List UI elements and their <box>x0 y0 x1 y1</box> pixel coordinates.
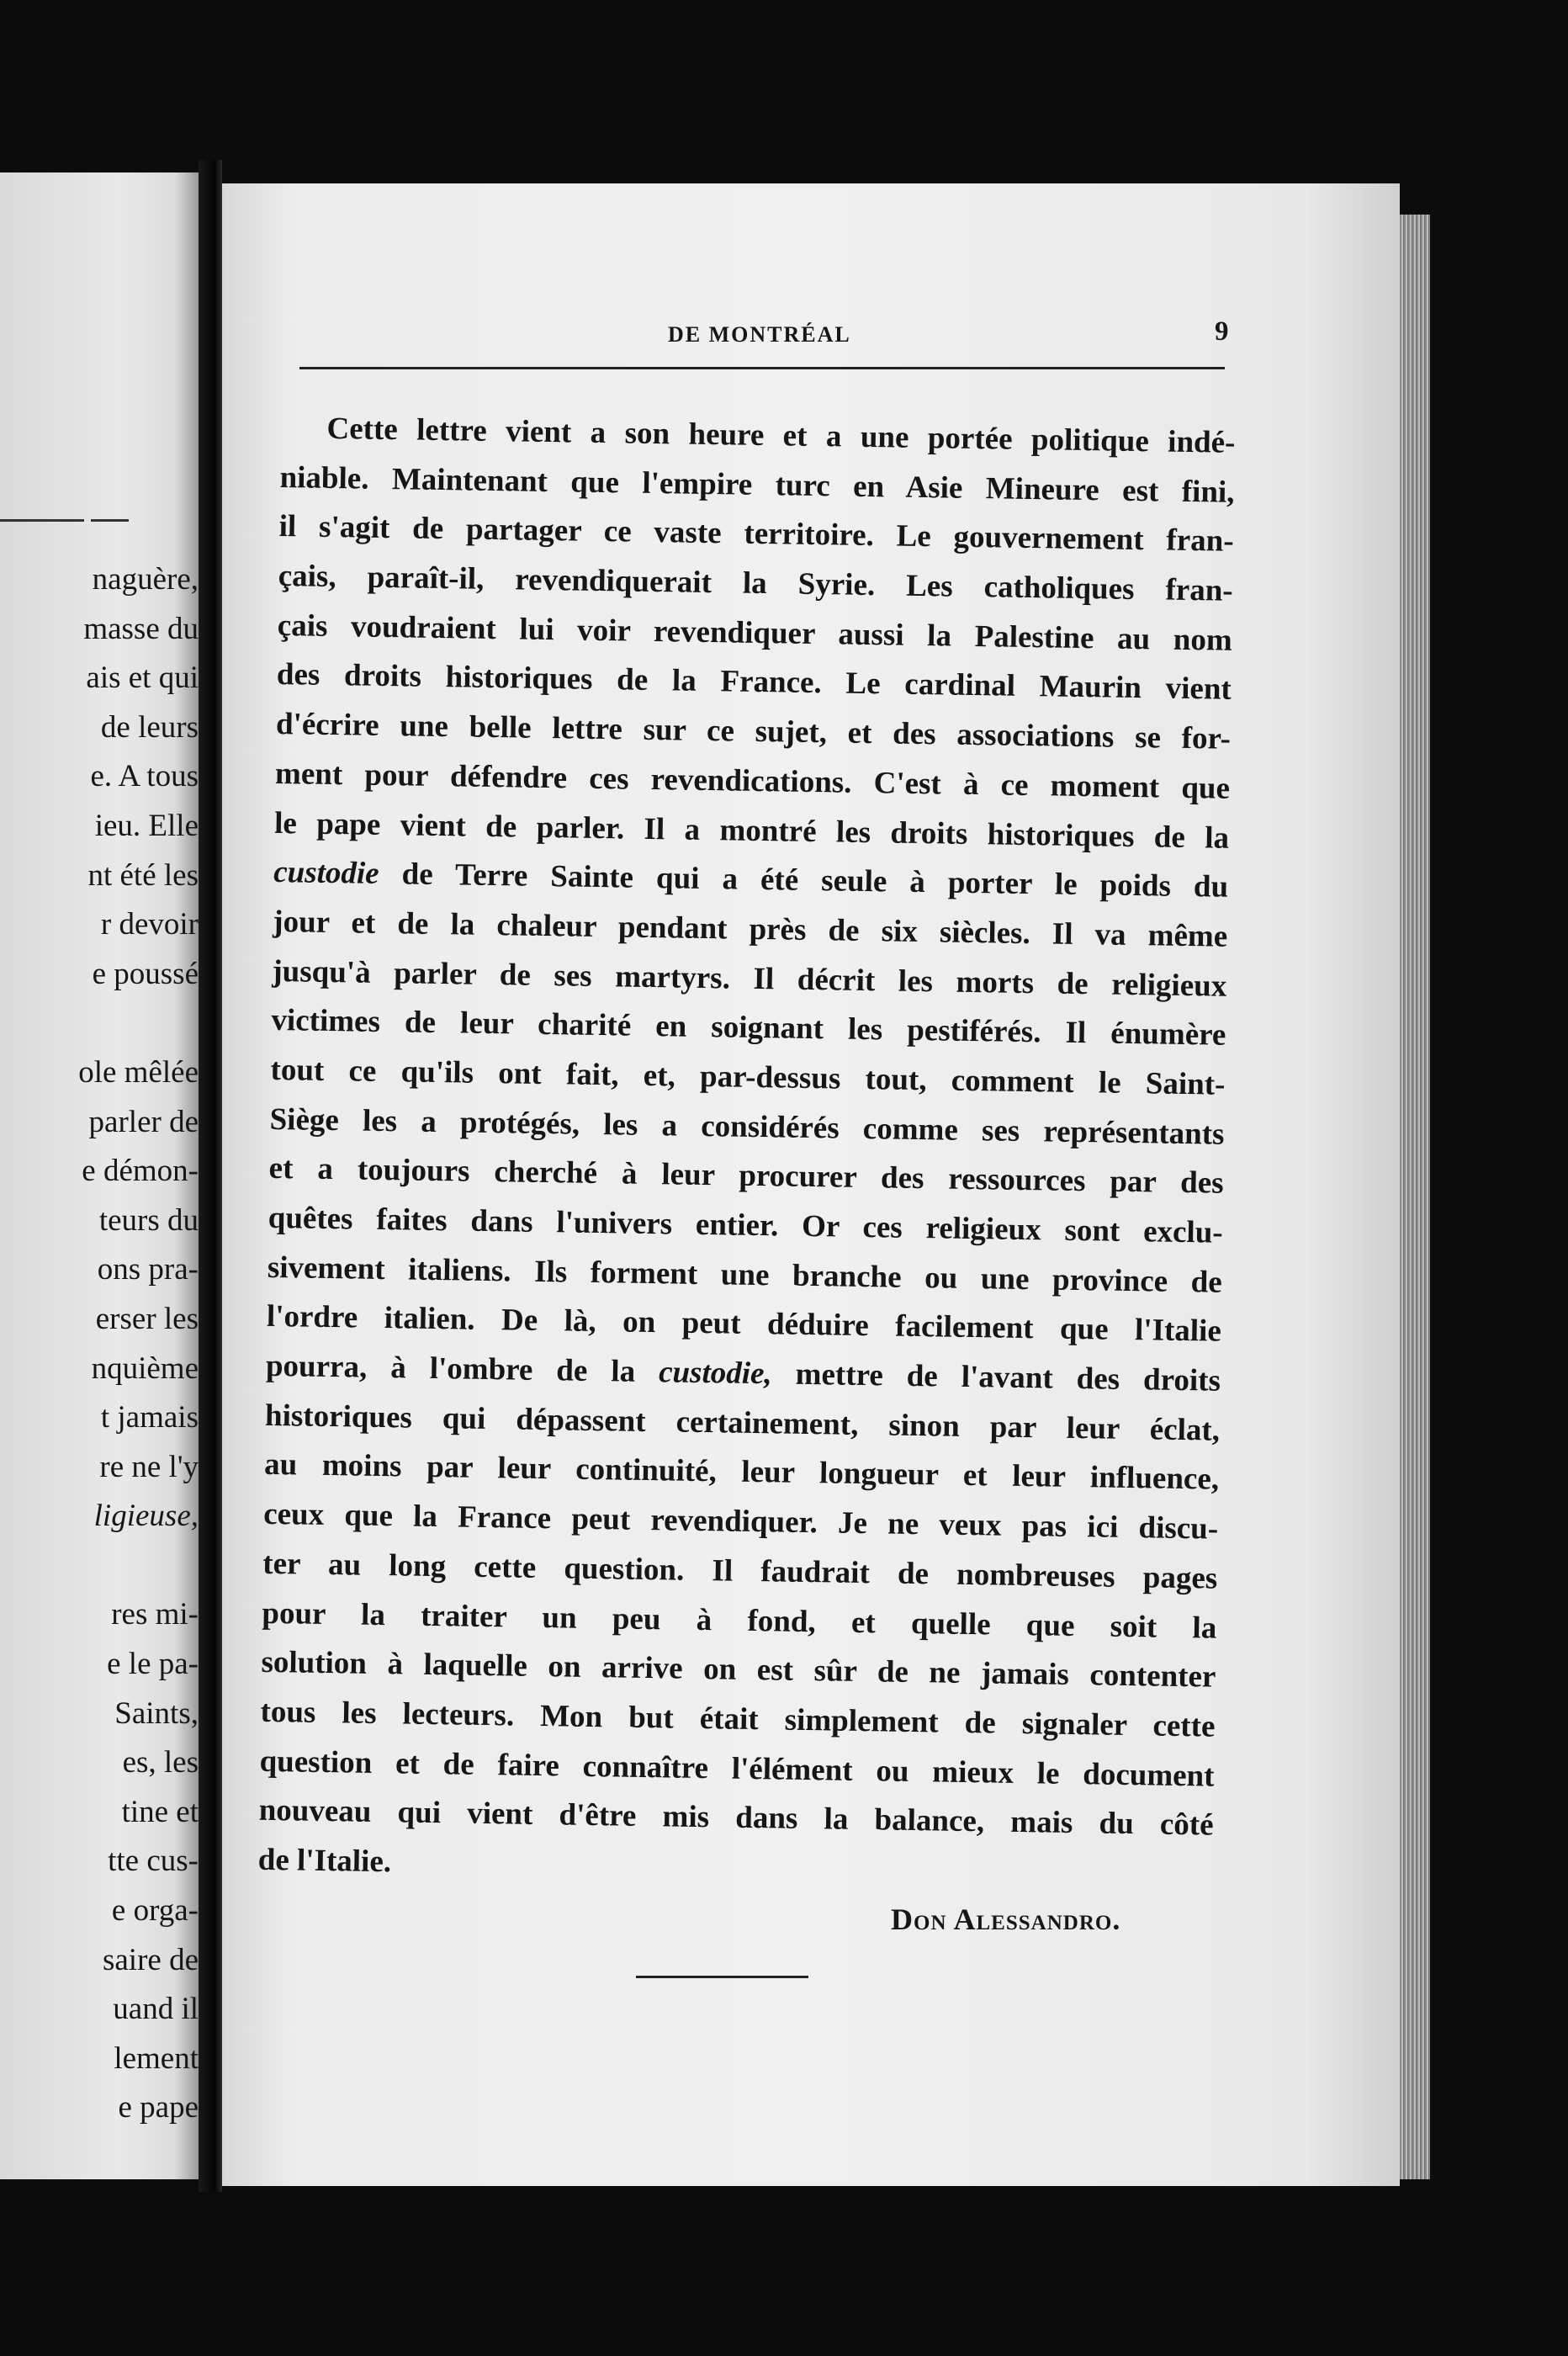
text-line: de l'Italie. <box>257 1842 392 1880</box>
page-number: 9 <box>1215 316 1229 347</box>
previous-page <box>0 172 199 2179</box>
text-line: question et de faire connaître l'élément ou mieux le document <box>259 1743 1215 1794</box>
previous-page-line: res mi- <box>111 1597 199 1632</box>
text-line: le pape vient de parler. Il a montré les droits historiques de la <box>273 805 1230 856</box>
previous-page-line: e démon- <box>82 1154 199 1189</box>
text-line: niable. Maintenant que l'empire turc en Asie Mineure est fini, <box>279 459 1235 510</box>
author-signature: Don Alessandro. <box>891 1902 1121 1936</box>
previous-page-line <box>0 1541 199 1591</box>
previous-page-line: naguère, <box>92 562 199 597</box>
text-line: Cette lettre vient a son heure et a une portée politique indé- <box>326 411 1236 460</box>
previous-page-line <box>0 999 199 1048</box>
text-line: victimes de leur charité en soignant les pestiférés. Il énumère <box>271 1003 1226 1053</box>
previous-page-line <box>0 1837 199 1886</box>
previous-page-line: nt été les <box>87 857 199 893</box>
previous-page-line: e poussé <box>92 956 199 991</box>
header-rule <box>299 367 1225 369</box>
italic-term: custodie, <box>658 1355 773 1392</box>
text-line-part: mettre de l'avant des droits <box>795 1356 1221 1398</box>
text-line: l'ordre italien. De là, on peut déduire facilement que l'Italie <box>266 1299 1222 1350</box>
text-line: ter au long cette question. Il faudrait de nombreuses pages <box>262 1546 1218 1596</box>
previous-page-header-rule <box>0 519 84 522</box>
previous-page-line: t jamais <box>100 1400 199 1435</box>
running-header: DE MONTRÉAL <box>668 322 851 347</box>
previous-page-line: tine et <box>121 1794 199 1829</box>
previous-page-line: ons pra- <box>97 1252 199 1287</box>
text-line: d'écrire une belle lettre sur ce sujet, et des associations se for- <box>275 707 1232 756</box>
text-line: tout ce qu'ils ont fait, et, par-dessus tout, comment le Saint- <box>270 1052 1226 1102</box>
current-page <box>222 183 1400 2186</box>
previous-page-text <box>0 555 199 2133</box>
previous-page-line: saire de <box>102 1942 199 1977</box>
text-line: au moins par leur continuité, leur longueur et leur influence, <box>263 1447 1220 1498</box>
text-line: solution à laquelle on arrive on est sûr de ne jamais contenter <box>261 1645 1216 1695</box>
text-line: nouveau qui vient d'être mis dans la balance, mais du côté <box>258 1793 1214 1843</box>
previous-page-line: parler de <box>88 1104 199 1139</box>
text-line: çais, paraît-il, revendiquerait la Syrie. Les catholiques fran- <box>278 559 1233 608</box>
previous-page-line: de leurs <box>100 709 199 745</box>
previous-page-line: r devoir <box>100 907 199 942</box>
text-line: historiques qui dépassent certainement, sinon par leur éclat, <box>264 1398 1221 1448</box>
book-gutter <box>199 160 222 2192</box>
text-line: des droits historiques de la France. Le cardinal Maurin vient <box>276 657 1232 708</box>
text-line: ment pour défendre ces revendications. C'est à ce moment que <box>274 756 1231 806</box>
previous-page-line: masse du <box>83 611 199 646</box>
text-line-part: de Terre Sainte qui a été seule à porter le poids du <box>401 857 1229 905</box>
text-line: quêtes faites dans l'univers entier. Or ces religieux sont exclu- <box>268 1200 1223 1250</box>
text-line: ceux que la France peut revendiquer. Je ne veux pas ici discu- <box>262 1496 1219 1547</box>
previous-page-line: teurs du <box>98 1202 199 1238</box>
page-block-edge <box>1400 215 1430 2179</box>
closing-rule <box>636 1976 808 1978</box>
text-line: jour et de la chaleur pendant près de six siècles. Il va même <box>273 904 1228 954</box>
text-line: sivement italiens. Ils forment une branche ou une province de <box>267 1250 1223 1300</box>
previous-page-line: erser les <box>95 1301 199 1336</box>
previous-page-line: nquième <box>91 1350 199 1386</box>
previous-page-line: e orga- <box>111 1893 199 1929</box>
previous-page-line: lement <box>114 2040 199 2076</box>
previous-page-line: e pape <box>118 2090 199 2125</box>
body-text <box>257 404 1236 1900</box>
previous-page-line: uand il <box>113 1992 199 2027</box>
previous-page-line: e le pa- <box>107 1647 199 1682</box>
previous-page-line: ole mêlée <box>78 1054 199 1090</box>
text-line: pour la traiter un peu à fond, et quelle que soit la <box>262 1595 1217 1646</box>
previous-page-line-part: tte cus- <box>108 1844 199 1879</box>
previous-page-header-rule-end <box>91 519 129 522</box>
text-line: Siège les a protégés, les a considérés comme ses représentants <box>269 1101 1225 1152</box>
text-line: jusqu'à parler de ses martyrs. Il décrit les morts de religieux <box>272 953 1227 1004</box>
previous-page-line: ieu. Elle <box>94 808 199 843</box>
text-line: et a toujours cherché à leur procurer des ressources par des <box>268 1151 1224 1202</box>
text-line: il s'agit de partager ce vaste territoire. Le gouvernement fran- <box>278 509 1234 560</box>
previous-page-line: e. A tous <box>90 759 199 794</box>
previous-page-line: es, les <box>122 1745 199 1780</box>
previous-page-line: ais et qui <box>86 661 199 696</box>
previous-page-line: re ne l'y <box>99 1449 199 1484</box>
text-line: çais voudraient lui voir revendiquer aussi la Palestine au nom <box>277 608 1233 658</box>
previous-page-line: ligieuse, <box>93 1499 199 1534</box>
text-line: tous les lecteurs. Mon but était simplement de signaler cette <box>260 1694 1216 1744</box>
italic-term: custodie <box>273 855 379 892</box>
previous-page-line: Saints, <box>114 1695 199 1731</box>
text-line-part: pourra, à l'ombre de la <box>265 1348 636 1389</box>
